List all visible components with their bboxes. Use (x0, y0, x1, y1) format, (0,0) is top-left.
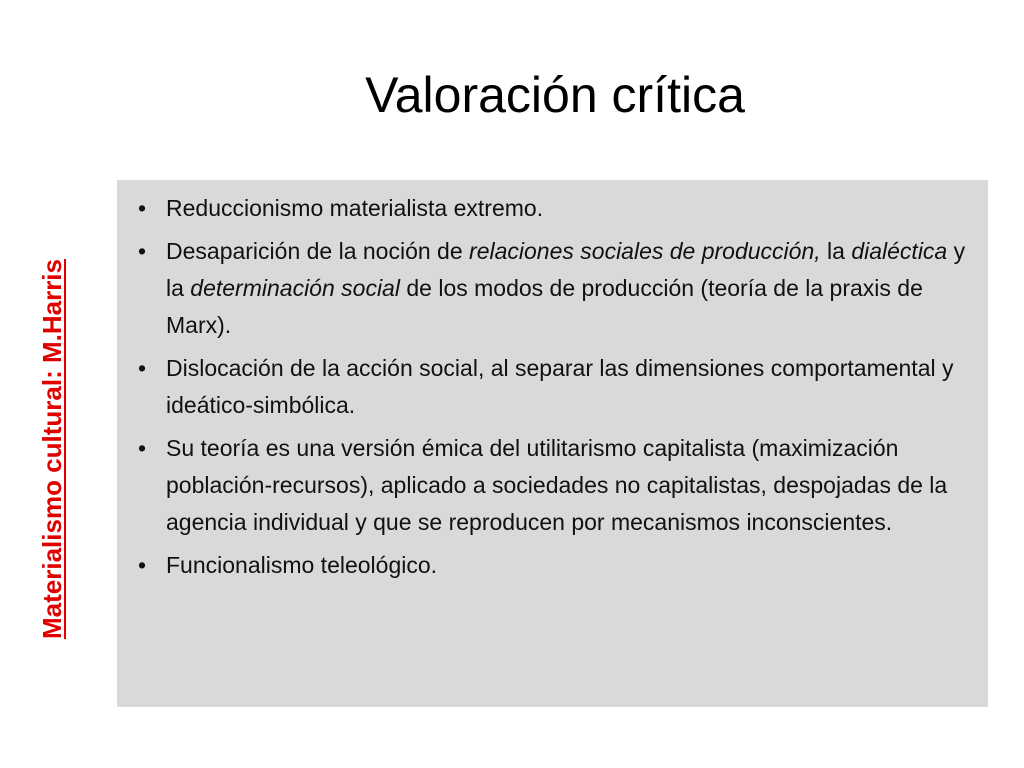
bullet-text-emphasis: determinación social (190, 275, 400, 301)
bullet-text (166, 238, 965, 338)
slide-title: Valoración crítica (365, 67, 745, 123)
bullet-text-part: y la (166, 238, 966, 301)
bullet-item (129, 430, 966, 541)
bullet-text-emphasis: relaciones sociales de producción, (469, 238, 821, 264)
bullet-item (129, 233, 966, 344)
side-label-container (30, 226, 74, 672)
bullet-item (129, 190, 966, 227)
bullet-text-part: de los modos de producción (teoría de la praxis de Marx). (166, 275, 923, 338)
bullet-item (129, 350, 966, 424)
bullet-icon: • (137, 355, 147, 381)
side-label: Materialismo cultural: M.Harris (37, 259, 67, 639)
bullet-icon: • (137, 552, 147, 578)
content-box (117, 180, 988, 707)
bullet-text-part: la (820, 238, 852, 264)
bullet-text: Su teoría es una versión émica del utilitarismo capitalista (maximización población-recursos), aplicado a sociedades no capitalistas, despojadas de la agencia individual y que se reproducen por mecanismos inconscientes. (166, 435, 948, 535)
bullet-text-emphasis: dialéctica (851, 238, 948, 264)
bullet-text: Reduccionismo materialista extremo. (166, 195, 544, 221)
bullet-icon: • (137, 195, 147, 221)
bullet-text-part: Desaparición de la noción de (166, 238, 470, 264)
bullet-text: Funcionalismo teleológico. (166, 552, 438, 578)
bullet-list (129, 190, 966, 584)
bullet-icon: • (137, 238, 147, 264)
bullet-icon: • (137, 435, 147, 461)
bullet-item (129, 547, 966, 584)
bullet-text: Dislocación de la acción social, al separar las dimensiones comportamental y ideático-simbólica. (166, 355, 954, 418)
